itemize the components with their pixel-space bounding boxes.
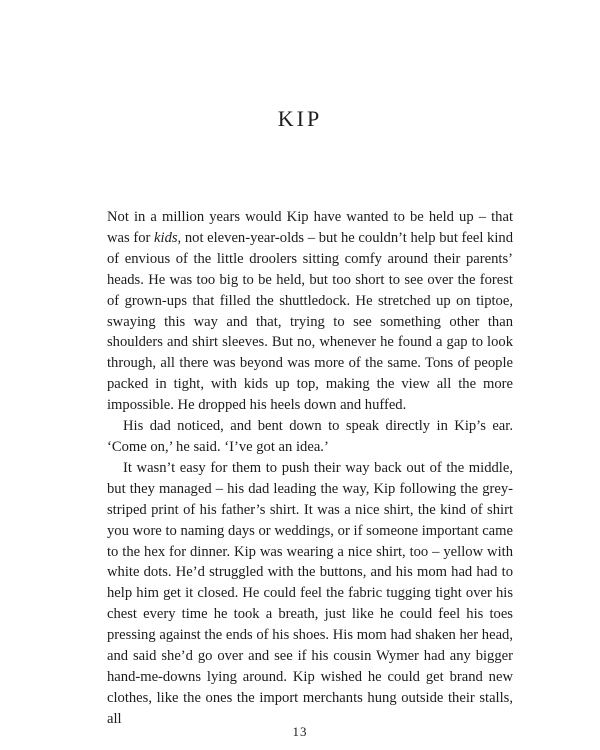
paragraph-1-text-a: Not in a million years would Kip have wanted to be held up – that was for [107,209,513,246]
paragraph-1-text-b: , not eleven-year-olds – but he couldn’t help but feel kind of envious of the little droolers sitting comfy around their parents’ heads. He was too big to be held, but too short to see over the forest of grown-ups that filled the shuttledock. He stretched up on tiptoe, swaying this way and that, trying to see something other than shoulders and shirt sleeves. But no, whenever he found a gap to look through, all there was beyond was more of the same. Tons of people packed in tight, with kids up top, making the view all the more impossible. He dropped his heels down and huffed. [107,229,513,414]
paragraph-2: His dad noticed, and bent down to speak directly in Kip’s ear. ‘Come on,’ he said. ‘I’ve got an idea.’ [107,418,513,455]
paragraph-3: It wasn’t easy for them to push their way back out of the middle, but they managed – his dad leading the way, Kip following the grey-striped print of his father’s shirt. It was a nice shirt, the kind of shirt you wore to naming days or weddings, or if someone important came to the hex for dinner. Kip was wearing a nice shirt, too – yellow with white dots. He’d struggled with the buttons, and his mom had had to help him get it closed. He could feel the fabric tugging tight over his chest every time he took a breath, just like he could feel his toes pressing against the ends of his shoes. His mom had shaken her head, and said she’d go over and see if his cousin Wymer had any bigger hand-me-downs lying around. Kip wished he could get brand new clothes, like the ones the import merchants hung outside their stalls, all [107,459,513,727]
paragraph-1-emphasis: kids [154,229,178,246]
page-number: 13 [292,724,308,739]
paragraph-1 [107,207,513,416]
chapter-title: KIP [277,106,323,131]
body-text [107,207,513,730]
